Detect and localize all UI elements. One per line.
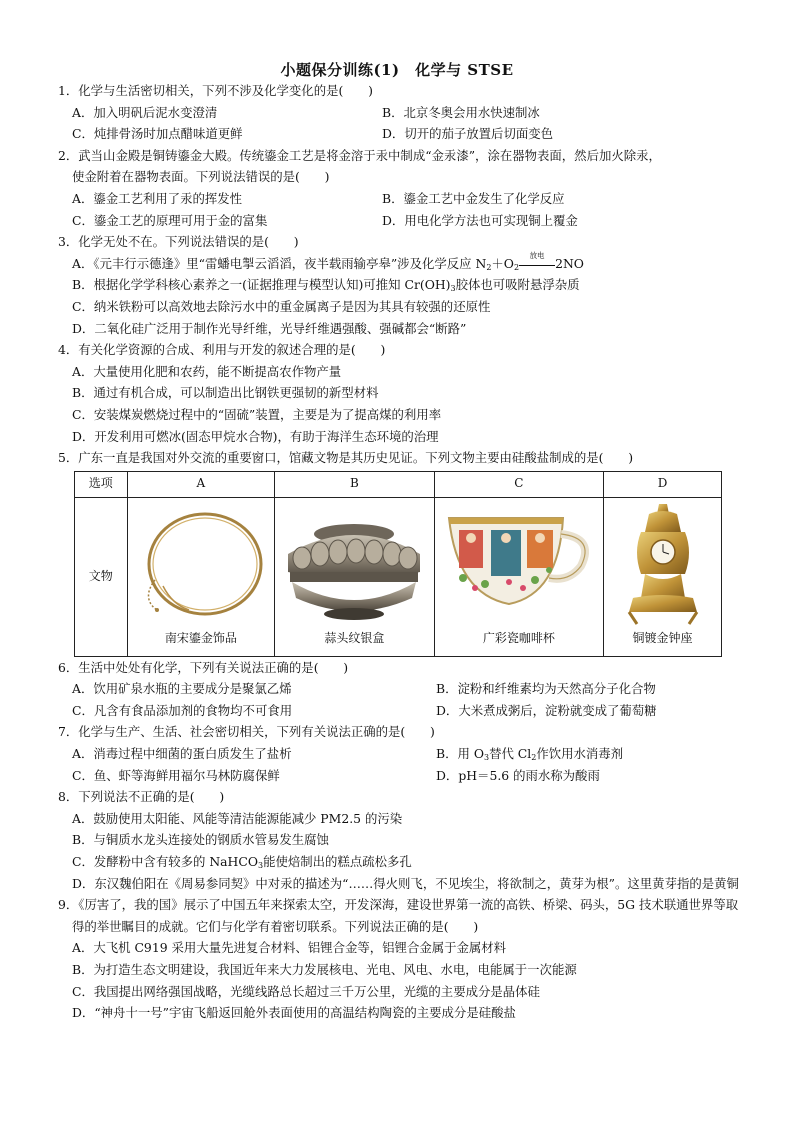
question-2 (58, 145, 748, 231)
option-a: A．加入明矾后泥水变澄清 (72, 104, 218, 120)
subscript: 3 (450, 284, 456, 294)
option-c: C．鱼、虾等海鲜用福尔马林防腐保鲜 (72, 767, 280, 783)
option-d: D．东汉魏伯阳在《周易参同契》中对汞的描述为“……得火则飞，不见埃尘，将欲制之，黄芽为根”。这里黄芽指的是黄铜 (72, 875, 739, 891)
option-b: B．北京冬奥会用水快速制冰 (382, 104, 540, 120)
option-b: B．用 $O_3$替代 $Cl_2$作饮用水消毒剂 (436, 746, 624, 763)
relic-b-cell (275, 497, 434, 656)
porcelain-cup-image (439, 508, 599, 618)
option-a: A．大飞机 C919 采用大量先进复合材料、铝锂合金等，铝锂合金属于金属材料 (72, 940, 507, 956)
question-stem: 4．有关化学资源的合成、利用与开发的叙述合理的是( ) (58, 342, 386, 358)
question-stem-line2: 使金附着在器物表面。下列说法错误的是( ) (72, 169, 330, 185)
plus-o: ＋O (491, 255, 514, 271)
option-a: A．鼓励使用太阳能、风能等清洁能源能减少 PM2.5 的污染 (72, 810, 403, 826)
question-7 (58, 721, 748, 786)
gilt-clock-image (623, 502, 703, 626)
option-d: D．pH＝5.6 的雨水称为酸雨 (436, 767, 600, 783)
relics-table (74, 471, 722, 657)
question-5 (58, 447, 748, 657)
option-d: D．开发利用可燃冰(固态甲烷水合物)，有助于海洋生态环境的治理 (72, 428, 439, 444)
option-a-text: A．《元丰行示德逢》里“雷蟠电掣云滔滔，夜半载雨输亭皋”涉及化学反应 N (72, 255, 487, 271)
question-1 (58, 80, 748, 145)
option-c: C．发酵粉中含有较多的 NaHCO$_3$能使焙制出的糕点疏松多孔 (72, 854, 412, 871)
question-8 (58, 786, 748, 894)
question-stem: 6．生活中处处有化学，下列有关说法正确的是( ) (58, 659, 349, 675)
relic-c-cell (434, 497, 603, 656)
question-stem: 9．《厉害了，我的国》展示了中国五年来探索太空，开发深海，建设世界第一流的高铁、桥梁、码头，5G 技术联通世界等取得的举世瞩目的成就。它们与化学有着密切联系。下列说法正确的是( ) (58, 897, 739, 934)
option-c: C．纳米铁粉可以高效地去除污水中的重金属离子是因为其具有较强的还原性 (72, 298, 491, 314)
option-d: D．切开的茄子放置后切面变色 (382, 126, 554, 142)
option-b-text2: 胶体也可吸附悬浮杂质 (455, 277, 580, 293)
header-c: C (434, 471, 603, 497)
question-3 (58, 231, 748, 339)
header-a: A (127, 471, 275, 497)
option-b-text: B．根据化学学科核心素养之一(证据推理与模型认知)可推知 Cr(OH) (72, 277, 451, 293)
option-b: B．为打造生态文明建设，我国近年来大力发展核电、光电、风电、水电，电能属于一次能源 (72, 962, 577, 977)
question-stem: 8．下列说法不正确的是( ) (58, 789, 225, 805)
question-9 (58, 894, 748, 1024)
question-stem: 5．广东一直是我国对外交流的重要窗口，馆藏文物是其历史见证。下列文物主要由硅酸盐制成的是( ) (58, 450, 634, 466)
question-stem-line1: 2．武当山金殿是铜铸鎏金大殿。传统鎏金工艺是将金溶于汞中制成“金汞漆”，涂在器物表面，然后加火除汞， (58, 147, 661, 163)
option-d: D．用电化学方法也可实现铜上覆金 (382, 212, 578, 228)
row-label: 文物 (75, 497, 128, 656)
option-c: C．我国提出网络强国战略，光缆线路总长超过三千万公里，光缆的主要成分是晶体硅 (72, 983, 540, 999)
option-a: A．大量使用化肥和农药，能不断提高农作物产量 (72, 363, 342, 379)
option-a: A．鎏金工艺利用了汞的挥发性 (72, 190, 243, 206)
header-label: 选项 (75, 471, 128, 497)
option-b: B．与铜质水龙头连接处的钢质水管易发生腐蚀 (72, 832, 329, 848)
option-b: B．通过有机合成，可以制造出比钢铁更强韧的新型材料 (72, 385, 379, 401)
option-c: C．炖排骨汤时加点醋味道更鲜 (72, 126, 243, 142)
reaction-arrow (519, 250, 555, 266)
option-c: C．安装煤炭燃烧过程中的“固硫”装置，主要是为了提高煤的利用率 (72, 406, 442, 422)
reaction-condition: 放电 (529, 250, 545, 260)
question-list (58, 80, 748, 1024)
option-d: D．“神舟十一号”宇宙飞船返回舱外表面使用的高温结构陶瓷的主要成分是硅酸盐 (72, 1005, 516, 1021)
relic-d-caption: 铜镀金钟座 (632, 631, 693, 646)
subscript: 2 (486, 262, 492, 272)
question-stem: 7．化学与生产、生活、社会密切相关，下列有关说法正确的是( ) (58, 724, 435, 740)
option-c: C．鎏金工艺的原理可用于金的富集 (72, 212, 268, 228)
relic-a-caption: 南宋鎏金饰品 (164, 631, 237, 646)
question-4 (58, 339, 748, 447)
option-a (58, 250, 748, 275)
question-stem: 3．化学无处不在。下列说法错误的是( ) (58, 234, 299, 250)
option-b: B．淀粉和纤维素均为天然高分子化合物 (436, 681, 656, 697)
relic-b-caption: 蒜头纹银盒 (324, 631, 385, 646)
relic-d-cell (604, 497, 722, 656)
option-a: A．饮用矿泉水瓶的主要成分是聚氯乙烯 (72, 681, 292, 697)
option-c: C．凡含有食品添加剂的食物均不可食用 (72, 702, 293, 718)
relic-c-caption: 广彩瓷咖啡杯 (482, 631, 555, 646)
option-a: A．消毒过程中细菌的蛋白质发生了盐析 (72, 746, 292, 762)
option-d: D．二氧化硅广泛用于制作光导纤维，光导纤维遇强酸、强碱都会“断路” (72, 320, 467, 336)
option-d: D．大米煮成粥后，淀粉就变成了葡萄糖 (436, 702, 657, 718)
question-stem: 1．化学与生活密切相关，下列不涉及化学变化的是( ) (58, 83, 373, 98)
header-d: D (604, 471, 722, 497)
silver-box-image (280, 506, 428, 624)
question-6 (58, 657, 748, 722)
option-b (58, 274, 748, 296)
reaction-product: 2NO (555, 255, 584, 271)
gilded-chain-image (133, 506, 269, 624)
relic-a-cell (127, 497, 275, 656)
header-b: B (275, 471, 434, 497)
subscript: 2 (513, 262, 520, 272)
option-b: B．鎏金工艺中金发生了化学反应 (382, 190, 565, 206)
page-title: 小题保分训练(1) 化学与 STSE (280, 61, 514, 79)
